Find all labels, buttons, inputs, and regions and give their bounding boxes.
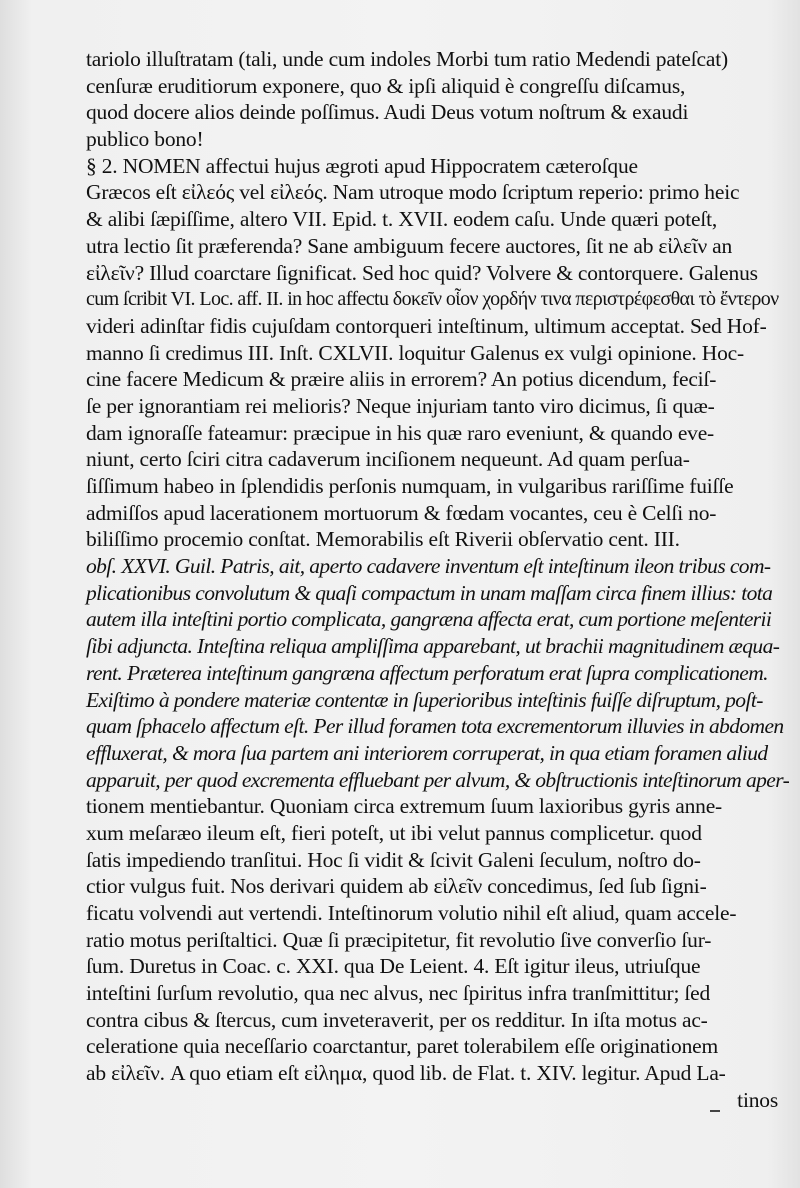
text-line: ratio motus periſtaltici. Quæ ſi præcipitetur, fit revolutio ſive converſio ſur-	[86, 927, 712, 952]
text-line: videri adinſtar fidis cujuſdam contorqueri inteſtinum, ultimum acceptat. Sed Hof-	[86, 313, 767, 338]
text-line: effluxerat, & mora ſua partem ani interiorem corruperat, in qua etiam foramen aliud	[86, 740, 768, 765]
text-line: dam ignoraſſe fateamur: præcipue in his quæ raro eveniunt, & quando eve-	[86, 420, 715, 445]
body-text	[86, 46, 796, 1114]
text-line: quam ſphacelo affectum eſt. Per illud foramen tota excrementorum illuvies in abdomen	[86, 714, 784, 739]
text-line: manno ſi credimus III. Inſt. CXLVII. loquitur Galenus ex vulgi opinione. Hoc-	[86, 340, 744, 365]
margin-dash-mark	[710, 1110, 720, 1112]
text-line: ab εἰλεῖν. A quo etiam eſt εἰλημα, quod lib. de Flat. t. XIV. legitur. Apud La-	[86, 1061, 726, 1086]
text-line: publico bono!	[86, 127, 204, 152]
text-line: Exiſtimo à pondere materiæ contentæ in ſuperioribus inteſtinis fuiſſe diſruptum, poſt-	[86, 687, 763, 712]
catchword-line: tinos	[737, 1087, 778, 1112]
text-line: ſe per ignorantiam rei melioris? Neque injuriam tanto viro dicimus, ſi quæ-	[86, 393, 715, 418]
text-line: xum meſaræo ileum eſt, fieri poteſt, ut ibi velut pannus complicetur. quod	[86, 820, 702, 845]
section-heading-line: § 2. NOMEN affectui hujus ægroti apud Hippocratem cæteroſque	[86, 153, 638, 178]
text-line: rent. Præterea inteſtinum gangræna affectum perforatum erat ſupra complicationem.	[86, 660, 768, 685]
text-line: ctior vulgus fuit. Nos derivari quidem ab εἰλεῖν concedimus, ſed ſub ſigni-	[86, 874, 707, 899]
text-line: niunt, certo ſciri citra cadaverum inciſionem nequeunt. Ad quam perſua-	[86, 447, 690, 472]
text-line: utra lectio ſit præferenda? Sane ambiguum fecere auctores, ſit ne ab εἰλεῖν an	[86, 233, 733, 258]
text-line: obſ. XXVI. Guil. Patris, ait, aperto cadavere inventum eſt inteſtinum ileon tribus com-	[86, 554, 771, 579]
text-line: tariolo illuſtratam (tali, unde cum indoles Morbi tum ratio Medendi pateſcat)	[86, 47, 728, 71]
text-line: apparuit, per quod excrementa effluebant per alvum, & obſtructionis inteſtinorum aper-	[86, 767, 790, 792]
text-line: biliſſimo procemio conſtat. Memorabilis eſt Riverii obſervatio cent. III.	[86, 527, 680, 552]
text-line: Græcos eſt εἰλεός vel εἰλεός. Nam utroque modo ſcriptum reperio: primo heic	[86, 180, 740, 205]
text-line: inteſtini ſurſum revolutio, qua nec alvus, nec ſpiritus infra tranſmittitur; ſed	[86, 981, 711, 1006]
text-line: celeratione quia neceſſario coarctantur, paret tolerabilem eſſe originationem	[86, 1034, 719, 1059]
text-line: & alibi ſæpiſſime, altero VII. Epid. t. XVII. eodem caſu. Unde quæri poteſt,	[86, 207, 718, 232]
text-line: quod docere alios deinde poſſimus. Audi Deus votum noſtrum & exaudi	[86, 100, 689, 125]
text-line: εἰλεῖν? Illud coarctare ſignificat. Sed hoc quid? Volvere & contorquere. Galenus	[86, 260, 758, 285]
text-line: plicationibus convolutum & quaſi compactum in unam maſſam circa finem illius: tota	[86, 580, 773, 605]
text-line: ſiſſimum habeo in ſplendidis perſonis numquam, in vulgaribus rariſſime fuiſſe	[86, 474, 734, 498]
text-line: cum ſcribit VI. Loc. aff. II. in hoc affectu δοκεῖν οἷον χορδήν τινα περιστρέφεσθαι τὸ ἔντερον	[86, 288, 779, 311]
text-line: cenſuræ eruditiorum exponere, quo & ipſi aliquid è congreſſu diſcamus,	[86, 73, 686, 98]
text-line: ſum. Duretus in Coac. c. XXI. qua De Leient. 4. Eſt igitur ileus, utriuſque	[86, 954, 701, 979]
text-line: tionem mentiebantur. Quoniam circa extremum ſuum laxioribus gyris anne-	[86, 794, 723, 819]
text-line: ſibi adjuncta. Inteſtina reliqua ampliſſima apparebant, ut brachii magnitudinem æqua-	[86, 634, 780, 659]
text-line: cine facere Medicum & præire aliis in errorem? An potius dicendum, feciſ-	[86, 367, 717, 392]
text-line: contra cibus & ſtercus, cum inveteraverit, per os redditur. In iſta motus ac-	[86, 1007, 708, 1032]
text-line: admiſſos apud lacerationem mortuorum & fœdam vocantes, ceu è Celſi no-	[86, 500, 717, 525]
text-line: autem illa inteſtini portio complicata, gangræna affecta erat, cum portione meſenterii	[86, 607, 772, 632]
text-line: ſatis impediendo tranſitui. Hoc ſi vidit & ſcivit Galeni ſeculum, noſtro do-	[86, 847, 701, 872]
text-line: ficatu volvendi aut vertendi. Inteſtinorum volutio nihil eſt aliud, quam accele-	[86, 901, 737, 925]
